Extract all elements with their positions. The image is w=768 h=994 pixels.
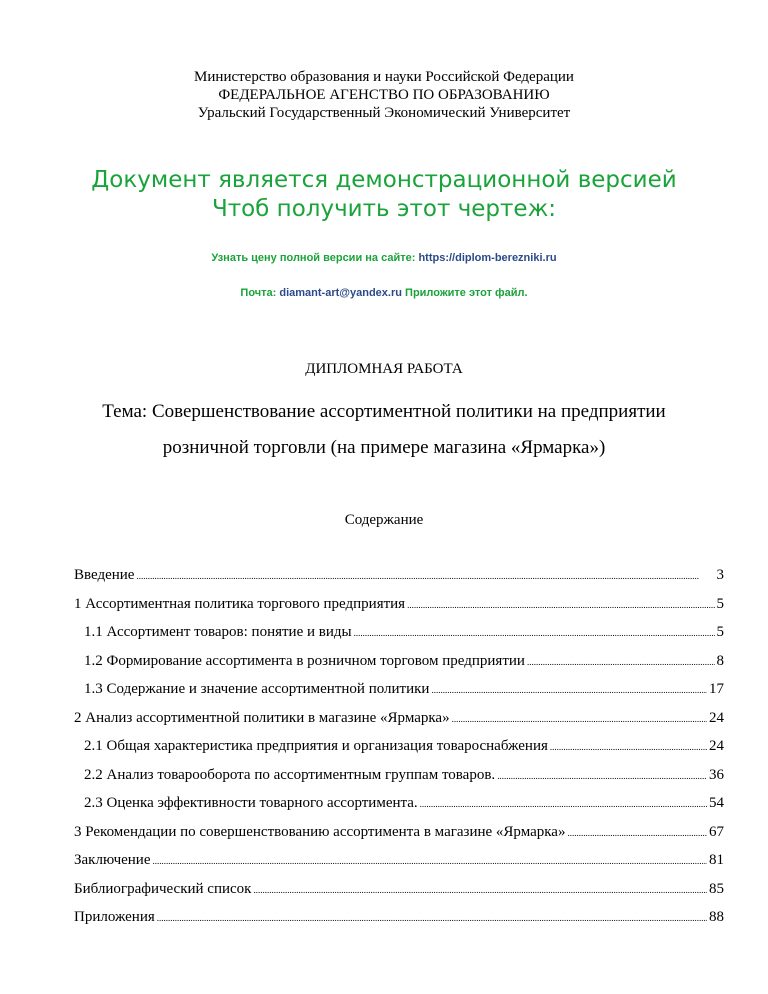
toc-item <box>74 794 724 823</box>
toc-item-label: 2 Анализ ассортиментной политики в магазине «Ярмарка» <box>74 709 450 726</box>
mail-info <box>0 287 768 299</box>
toc-item-page: 5 <box>716 624 724 640</box>
toc-item-label: 1 Ассортиментная политика торгового предприятия <box>74 595 406 612</box>
demo-line-2: Чтоб получить этот чертеж: <box>211 196 557 222</box>
price-label: Узнать цену полной версии на сайте: <box>211 252 416 264</box>
topic-line-2: розничной торговли (на примере магазина «Ярмарка») <box>162 437 606 458</box>
toc-leader-dots <box>431 681 707 699</box>
mail-label: Почта: <box>240 287 277 299</box>
toc-item-label: 1.2 Формирование ассортимента в розничном торговом предприятии <box>84 652 525 669</box>
toc-item-page: 24 <box>709 738 724 754</box>
toc-leader-dots <box>550 738 707 756</box>
toc-item-page: 3 <box>716 567 724 583</box>
university-line: Уральский Государственный Экономический Университет <box>197 105 571 121</box>
institution-header <box>0 68 768 122</box>
toc-item-page: 85 <box>709 880 724 897</box>
demo-line-1: Документ является демонстрационной версией <box>91 167 677 193</box>
toc-item <box>74 652 724 681</box>
toc-leader-dots <box>420 795 707 813</box>
demo-notice <box>0 166 768 224</box>
toc-item-label: 2.3 Оценка эффективности товарного ассортимента. <box>84 795 418 811</box>
toc-leader-dots <box>157 909 707 927</box>
toc-leader-dots <box>253 881 707 899</box>
toc-item <box>74 623 724 652</box>
toc-item-page: 24 <box>709 709 724 726</box>
toc-item-label: Библиографический список <box>74 880 252 897</box>
toc-item-label: 2.2 Анализ товарооборота по ассортиментным группам товаров. <box>84 766 496 783</box>
work-type-heading: ДИПЛОМНАЯ РАБОТА <box>305 361 463 377</box>
toc-item-label: Введение <box>74 567 135 583</box>
toc-item <box>74 737 724 766</box>
toc-item-label: 1.3 Содержание и значение ассортиментной политики <box>84 681 430 697</box>
ministry-line: Министерство образования и науки Российской Федерации <box>194 69 574 85</box>
toc-item-page: 5 <box>716 595 724 612</box>
toc-item-label: 2.1 Общая характеристика предприятия и организация товароснабжения <box>84 738 548 754</box>
toc-item <box>74 766 724 795</box>
toc-item-page: 36 <box>709 766 724 783</box>
price-url-link[interactable]: https://diplom-berezniki.ru <box>418 252 557 264</box>
toc-item <box>74 851 724 880</box>
toc-leader-dots <box>567 824 707 842</box>
toc-item <box>74 880 724 909</box>
toc-leader-dots <box>153 852 708 870</box>
toc-leader-dots <box>354 624 715 642</box>
toc-item-label: Приложения <box>74 909 155 925</box>
toc-item <box>74 595 724 624</box>
toc-item-label: Заключение <box>74 852 151 868</box>
toc-leader-dots <box>497 767 707 785</box>
agency-line: ФЕДЕРАЛЬНОЕ АГЕНСТВО ПО ОБРАЗОВАНИЮ <box>218 87 550 103</box>
table-of-contents <box>74 566 724 937</box>
topic-heading <box>60 394 708 466</box>
toc-item-label: 3 Рекомендации по совершенствованию ассортимента в магазине «Ярмарка» <box>74 823 566 840</box>
price-info <box>0 252 768 264</box>
toc-leader-dots <box>527 653 715 671</box>
mail-suffix: Приложите этот файл. <box>405 287 528 299</box>
toc-leader-dots <box>452 710 707 728</box>
toc-item <box>74 709 724 738</box>
toc-item-page: 54 <box>709 795 724 811</box>
toc-title: Содержание <box>344 512 424 528</box>
toc-item-page: 8 <box>716 652 724 669</box>
topic-line-1: Тема: Совершенствование ассортиментной политики на предприятии <box>102 401 666 422</box>
toc-item <box>74 908 724 937</box>
toc-item <box>74 823 724 852</box>
toc-item-page: 17 <box>709 681 724 697</box>
toc-leader-dots <box>407 596 714 614</box>
toc-item-page: 88 <box>709 909 724 925</box>
mail-address-link[interactable]: diamant-art@yandex.ru <box>279 287 402 299</box>
toc-item-page: 81 <box>709 852 724 868</box>
toc-item-label: 1.1 Ассортимент товаров: понятие и виды <box>84 624 352 640</box>
toc-item <box>74 566 724 595</box>
toc-leader-dots <box>136 567 714 585</box>
toc-item <box>74 680 724 709</box>
toc-item-page: 67 <box>709 823 724 840</box>
